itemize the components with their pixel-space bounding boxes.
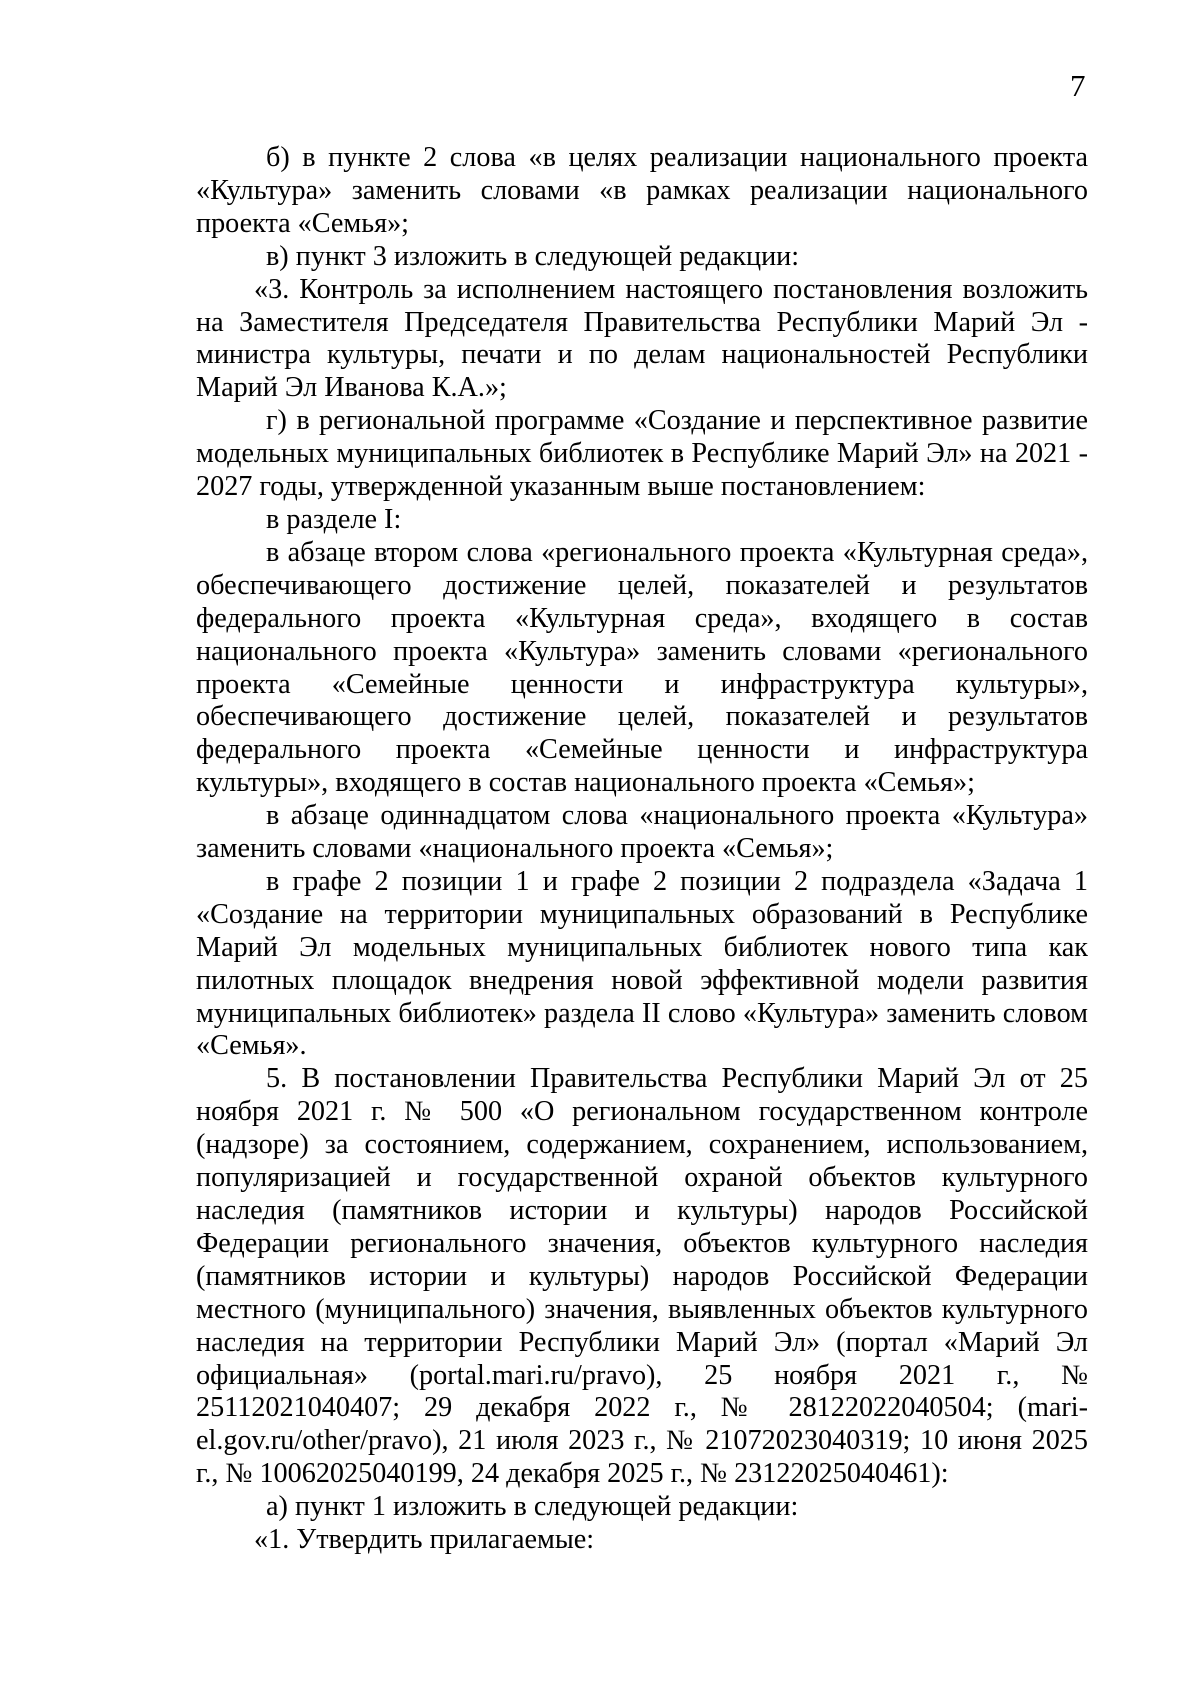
paragraph-eleventh-abzac: в абзаце одиннадцатом слова «национального проекта «Культура» заменить словами «национального проекта «Семья»;: [196, 800, 1088, 865]
page-number: 7: [1070, 68, 1086, 103]
paragraph-second-abzac: в абзаце втором слова «регионального проекта «Культурная среда», обеспечивающего достижение целей, показателей и результатов федерального проекта «Культурная среда», входящего в состав национального проекта «Культура» заменить словами «регионального проекта «Семейные ценности и инфраструктура культуры», обеспечивающего достижение целей, показателей и результатов федерального проекта «Семейные ценности и инфраструктура культуры», входящего в состав национального проекта «Семья»;: [196, 536, 1088, 799]
paragraph-item-g: г) в региональной программе «Создание и перспективное развитие модельных муниципальных библиотек в Республике Марий Эл» на 2021 - 2027 годы, утвержденной указанным выше постановлением:: [196, 405, 1088, 503]
paragraph-item-v: в) пункт 3 изложить в следующей редакции:: [266, 240, 800, 272]
paragraph-column-2: в графе 2 позиции 1 и графе 2 позиции 2 подраздела «Задача 1 «Создание на территории муниципальных образований в Республике Марий Эл модельных муниципальных библиотек нового типа как пилотных площадок внедрения новой эффективной модели развития муниципальных библиотек» раздела II слово «Культура» заменить словом «Семья».: [196, 865, 1088, 1062]
paragraph-item-b: б) в пункте 2 слова «в целях реализации национального проекта «Культура» заменить словами «в рамках реализации национального проекта «Семья»;: [196, 142, 1088, 239]
paragraph-item-a: а) пункт 1 изложить в следующей редакции:: [266, 1491, 799, 1523]
document-body: [196, 142, 1088, 1557]
paragraph-quoted-clause-1: «1. Утвердить прилагаемые:: [254, 1524, 595, 1556]
paragraph-section-1: в разделе I:: [266, 503, 402, 535]
paragraph-clause-5: 5. В постановлении Правительства Республики Марий Эл от 25 ноября 2021 г. № 500 «О региональном государственном контроле (надзоре) за состоянием, содержанием, сохранением, использованием, популяризацией и государственной охраной объектов культурного наследия (памятников истории и культуры) народов Российской Федерации регионального значения, объектов культурного наследия (памятников истории и культуры) народов Российской Федерации местного (муниципального) значения, выявленных объектов культурного наследия на территории Республики Марий Эл» (портал «Марий Эл официальная» (portal.mari.ru/pravo), 25 ноября 2021 г., № 25112021040407; 29 декабря 2022 г., № 28122022040504; (mari-el.gov.ru/other/pravo), 21 июля 2023 г., № 21072023040319; 10 июня 2025 г., № 10062025040199, 24 декабря 2025 г., № 23122025040461):: [196, 1063, 1088, 1490]
paragraph-quoted-clause-3: «3. Контроль за исполнением настоящего постановления возложить на Заместителя Председателя Правительства Республики Марий Эл - министра культуры, печати и по делам национальностей Республики Марий Эл Иванова К.А.»;: [196, 273, 1088, 404]
